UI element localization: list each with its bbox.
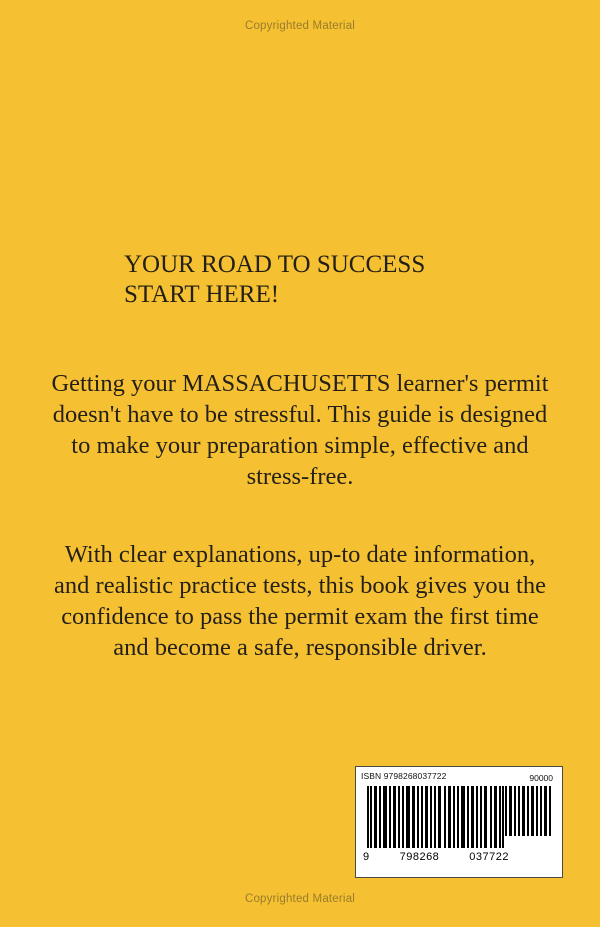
ean13-bars	[367, 786, 503, 848]
ean5-supplement-bars	[505, 786, 553, 836]
digit-check: 9	[363, 851, 370, 863]
ean13-human-readable-digits	[363, 851, 509, 863]
isbn-label-row	[361, 771, 557, 781]
digit-group-2: 037722	[469, 851, 509, 863]
headline	[124, 250, 558, 309]
headline-line-1: YOUR ROAD TO SUCCESS	[124, 251, 426, 278]
description-paragraph-1: Getting your MASSACHUSETTS learner's permit doesn't have to be stressful. This guide is designed to make your preparation simple, effective and stress-free.	[51, 370, 549, 490]
digit-group-1: 798268	[399, 851, 440, 863]
isbn-barcode	[355, 766, 563, 878]
back-cover-text-block	[42, 250, 558, 664]
headline-line-2: START HERE!	[124, 280, 280, 308]
isbn-label: ISBN 9798268037722	[361, 771, 447, 781]
supplement-code-label: 90000	[529, 773, 553, 783]
description-paragraph-2: With clear explanations, up-to date information, and realistic practice tests, this book gives you the confidence to pass the permit exam the first time and become a safe, responsible driver.	[54, 541, 546, 662]
copyright-watermark-top: Copyrighted Material	[244, 20, 356, 32]
copyright-watermark-bottom: Copyrighted Material	[244, 893, 356, 905]
